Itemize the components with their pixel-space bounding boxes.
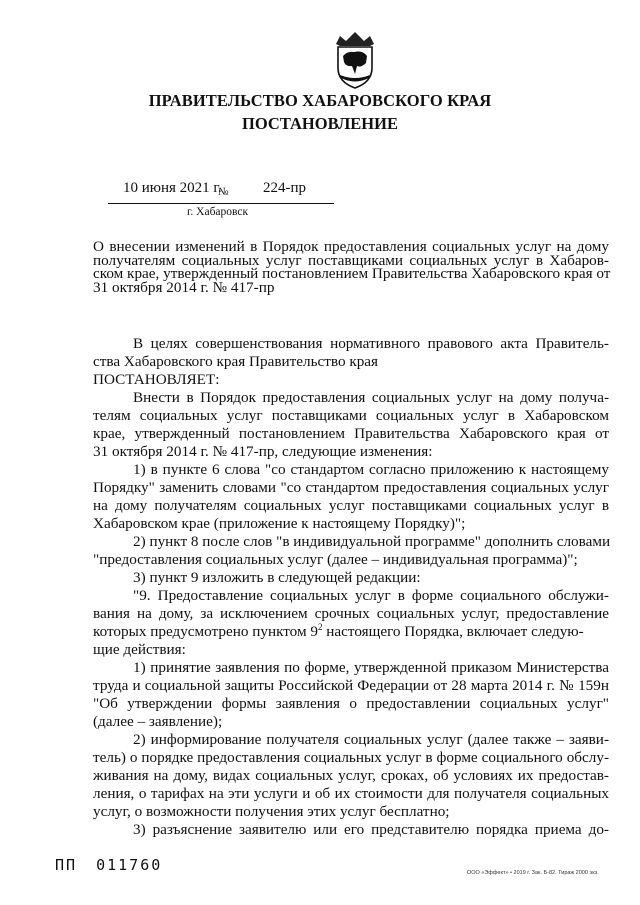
body-line-part: настоящего Порядка, включает следую- (322, 623, 584, 640)
title-line: получателям социальных услуг поставщиками социальных услуг в Хабаров- (93, 251, 609, 269)
body-line: (далее – заявление); (93, 713, 223, 730)
body-line: Хабаровском крае (приложение к настоящему Порядку)"; (93, 515, 466, 532)
body-line: "9. Предоставление социальных услуг в форме социального обслужи- (133, 587, 609, 604)
body-line: щие действия: (93, 641, 186, 658)
body-line: 1) принятие заявления по форме, утвержденной приказом Министерства (133, 659, 609, 676)
body-line: 31 октября 2014 г. № 417-пр, следующие изменения: (93, 443, 433, 460)
document-date: 10 июня 2021 г. (123, 180, 222, 196)
body-line: услуг, о возможности получения этих услуг бесплатно; (93, 803, 450, 820)
body-line: 1) в пункте 6 слова "со стандартом согласно приложению к настоящему (133, 461, 609, 478)
document-title (93, 240, 609, 294)
document-city: г. Хабаровск (187, 206, 249, 218)
government-heading: ПРАВИТЕЛЬСТВО ХАБАРОВСКОГО КРАЯ (148, 91, 492, 110)
title-line: О внесении изменений в Порядок предоставления социальных услуг на дому (93, 238, 609, 255)
body-line: труда и социальной защиты Российской Федерации от 28 марта 2014 г. № 159н (93, 677, 609, 694)
body-line: ПОСТАНОВЛЯЕТ: (93, 371, 220, 388)
number-sign: № (218, 186, 229, 198)
body-line: 3) разъяснение заявителю или его представителю порядка приема до- (133, 821, 609, 838)
date-underline (108, 203, 334, 204)
document-number: 224-пр (263, 180, 307, 196)
body-line: крае, утвержденный постановлением Правительства Хабаровского края от (93, 425, 609, 442)
body-line: 3) пункт 9 изложить в следующей редакции: (133, 569, 421, 586)
body-line: "Об утверждении формы заявления о предоставлении социальных услуг" (93, 695, 609, 712)
body-line: 2) информирование получателя социальных услуг (далее также – заяви- (133, 731, 609, 748)
form-code (55, 856, 162, 874)
body-line: "предоставления социальных услуг (далее – индивидуальная программа)"; (93, 551, 578, 568)
print-info: ООО «Эффект» • 2019 г. Зак. Б-82. Тираж 2000 экз. (467, 870, 599, 876)
form-code-prefix: ПП (55, 856, 78, 874)
body-line: ления, о тарифах на эти услуги и об их стоимости для получателя социальных (93, 785, 609, 802)
body-line (93, 623, 584, 641)
title-line: 31 октября 2014 г. № 417-пр (93, 278, 275, 296)
body-line: телям социальных услуг поставщиками социальных услуг в Хабаровском (93, 407, 609, 424)
document-type-heading: ПОСТАНОВЛЕНИЕ (242, 114, 398, 133)
form-code-number: 011760 (96, 856, 163, 874)
body-line: тель) о порядке предоставления социальных услуг в форме социального обслу- (93, 749, 609, 766)
body-line: В целях совершенствования нормативного правового акта Правитель- (133, 335, 609, 352)
body-line: живания на дому, видах социальных услуг, сроках, об условиях их предостав- (93, 767, 609, 784)
body-line: 2) пункт 8 после слов "в индивидуальной программе" дополнить словами (133, 533, 611, 550)
body-line-part: которых предусмотрено пунктом 9 (93, 623, 318, 640)
body-line: ства Хабаровского края Правительство края (93, 353, 379, 370)
body-line: Порядку" заменить словами "со стандартом предоставления социальных услуг (93, 479, 609, 496)
body-line: Внести в Порядок предоставления социальных услуг на дому получа- (133, 389, 609, 406)
superscript: 2 (318, 621, 323, 632)
body-line: на дому получателям социальных услуг поставщиками социальных услуг в (93, 497, 609, 514)
title-line: ском крае, утвержденный постановлением Правительства Хабаровского края от (93, 265, 611, 282)
body-line: вания на дому, за исключением срочных социальных услуг, предоставление (93, 605, 609, 622)
khabarovsk-coat-of-arms-emblem (330, 30, 380, 90)
